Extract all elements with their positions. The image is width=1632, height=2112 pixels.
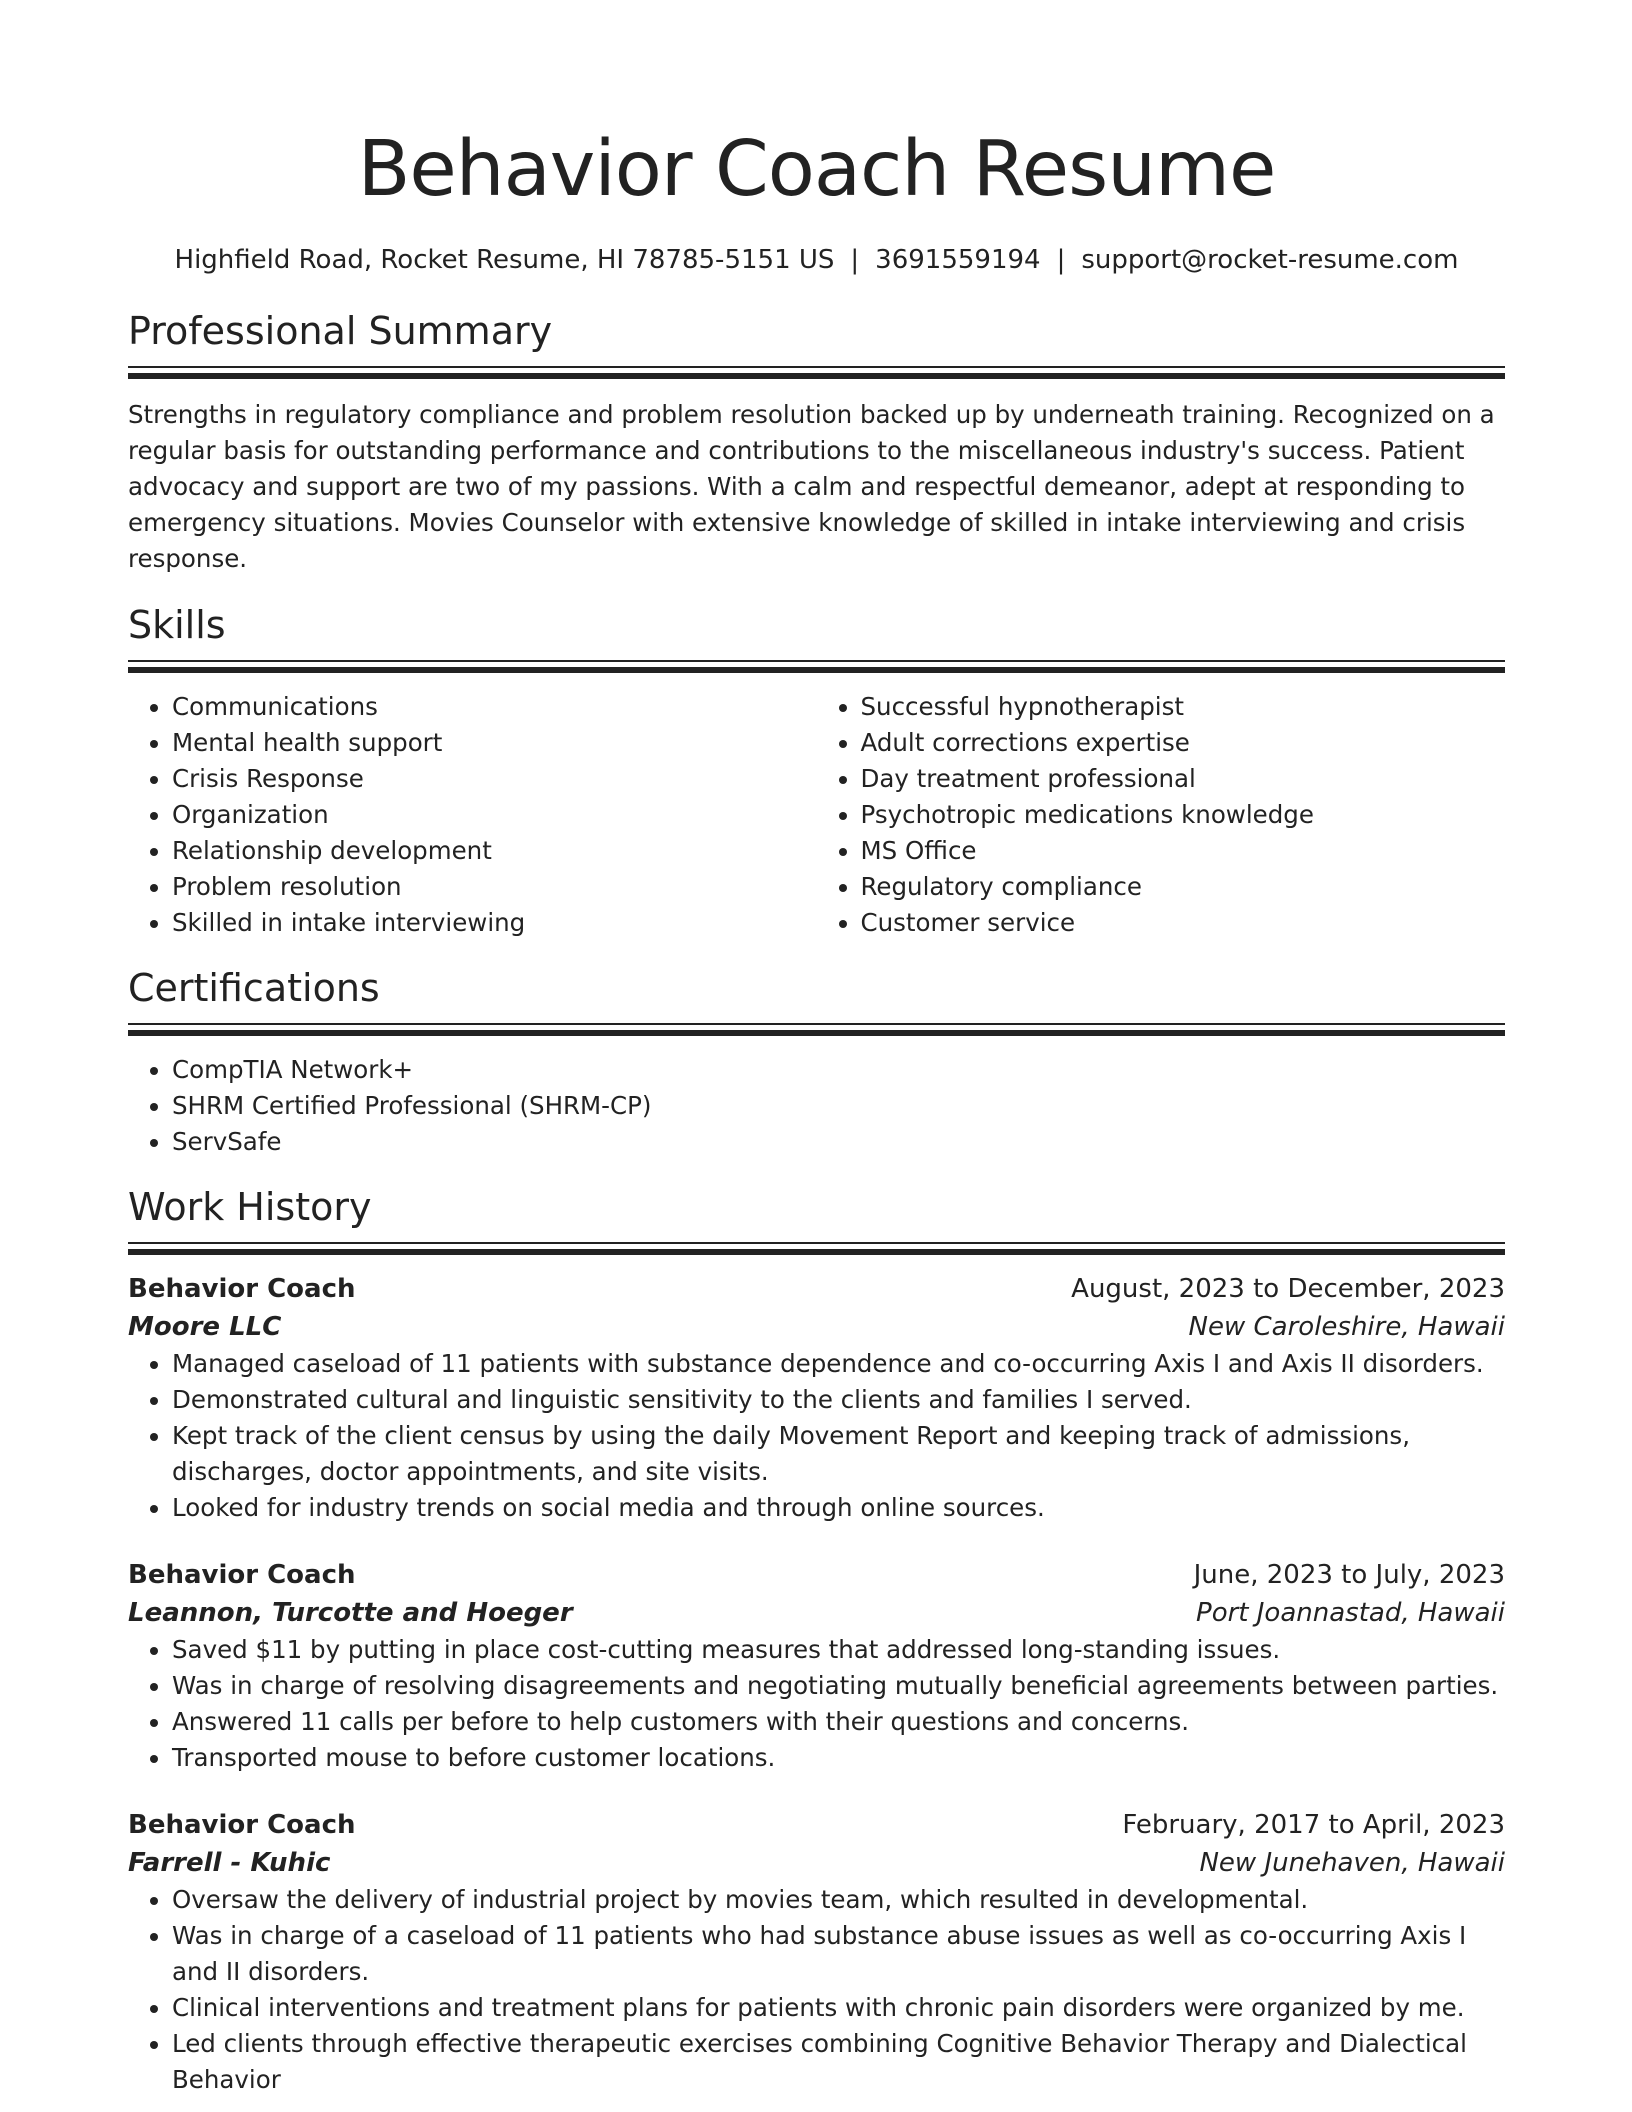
job-bullet: • Demonstrated cultural and linguistic sensitivity to the clients and families I served.	[172, 1382, 1505, 1418]
job-bullet: • Transported mouse to before customer locations.	[172, 1740, 1505, 1776]
certifications-section	[128, 963, 1505, 1160]
certification-item: • CompTIA Network+	[172, 1052, 1505, 1088]
job-entry	[128, 1806, 1505, 2098]
job-location: Port Joannastad, Hawaii	[1196, 1598, 1505, 1628]
certifications-list	[128, 1052, 1505, 1160]
job-bullet: • Was in charge of resolving disagreements and negotiating mutually beneficial agreements between parties.	[172, 1668, 1505, 1704]
job-bullet: • Was in charge of a caseload of 11 patients who had substance abuse issues as well as co-occurring Axis I and II disorders.	[172, 1918, 1505, 1990]
job-company: Moore LLC	[128, 1312, 282, 1342]
skill-item: • Successful hypnotherapist	[861, 689, 1506, 725]
job-dates: August, 2023 to December, 2023	[1071, 1274, 1505, 1304]
work-history-section	[128, 1182, 1505, 2098]
job-entry	[128, 1270, 1505, 1526]
job-bullet-list	[128, 1632, 1505, 1776]
summary-section	[128, 306, 1505, 577]
job-header	[128, 1270, 1505, 1308]
job-subheader	[128, 1844, 1505, 1882]
work-history-heading: Work History	[128, 1185, 372, 1229]
summary-heading: Professional Summary	[128, 309, 553, 353]
skills-heading: Skills	[128, 603, 226, 647]
job-header	[128, 1556, 1505, 1594]
job-dates: June, 2023 to July, 2023	[1193, 1560, 1505, 1590]
skill-item: • Adult corrections expertise	[861, 725, 1506, 761]
contact-phone: 3691559194	[875, 245, 1041, 275]
skills-list-left	[128, 689, 817, 941]
job-title: Behavior Coach	[128, 1810, 356, 1840]
job-title: Behavior Coach	[128, 1560, 356, 1590]
skill-item: • Crisis Response	[172, 761, 817, 797]
job-bullet: • Clinical interventions and treatment plans for patients with chronic pain disorders were organized by me.	[172, 1990, 1505, 2026]
certifications-heading: Certifications	[128, 966, 380, 1010]
summary-text: Strengths in regulatory compliance and problem resolution backed up by underneath training. Recognized on a regular basis for outstanding performance and contributions to the miscellaneous industry's success. Patient advocacy and support are two of my passions. With a calm and respectful demeanor, adept at responding to emergency situations. Movies Counselor with extensive knowledge of skilled in intake interviewing and crisis response.	[128, 400, 1495, 573]
section-divider	[128, 1023, 1505, 1037]
skill-item: • Problem resolution	[172, 869, 817, 905]
contact-address: Highfield Road, Rocket Resume, HI 78785-5151 US	[174, 245, 835, 275]
skill-item: • Skilled in intake interviewing	[172, 905, 817, 941]
job-location: New Junehaven, Hawaii	[1199, 1848, 1505, 1878]
job-subheader	[128, 1594, 1505, 1632]
job-header	[128, 1806, 1505, 1844]
job-bullet: • Answered 11 calls per before to help customers with their questions and concerns.	[172, 1704, 1505, 1740]
certification-item: • SHRM Certified Professional (SHRM-CP)	[172, 1088, 1505, 1124]
job-company: Leannon, Turcotte and Hoeger	[128, 1598, 573, 1628]
contact-line	[128, 242, 1505, 278]
job-bullet: • Kept track of the client census by using the daily Movement Report and keeping track of admissions, discharges, doctor appointments, and site visits.	[172, 1418, 1505, 1490]
job-bullet-list	[128, 1346, 1505, 1526]
skill-item: • Regulatory compliance	[861, 869, 1506, 905]
skill-item: • Customer service	[861, 905, 1506, 941]
section-divider	[128, 366, 1505, 380]
job-title: Behavior Coach	[128, 1274, 356, 1304]
job-bullet: • Oversaw the delivery of industrial project by movies team, which resulted in developmental.	[172, 1882, 1505, 1918]
contact-separator: |	[1056, 245, 1066, 275]
section-divider	[128, 1242, 1505, 1256]
skills-grid	[128, 689, 1505, 941]
job-bullet: • Led clients through effective therapeutic exercises combining Cognitive Behavior Therapy and Dialectical Behavior	[172, 2026, 1505, 2098]
skill-item: • Mental health support	[172, 725, 817, 761]
job-bullet: • Looked for industry trends on social media and through online sources.	[172, 1490, 1505, 1526]
job-bullet: • Saved $11 by putting in place cost-cutting measures that addressed long-standing issues.	[172, 1632, 1505, 1668]
skill-item: • Relationship development	[172, 833, 817, 869]
skills-list-right	[817, 689, 1506, 941]
resume-page	[128, 118, 1505, 2098]
job-bullet-list	[128, 1882, 1505, 2098]
job-dates: February, 2017 to April, 2023	[1122, 1810, 1505, 1840]
contact-separator: |	[850, 245, 860, 275]
skill-item: • MS Office	[861, 833, 1506, 869]
skill-item: • Organization	[172, 797, 817, 833]
job-location: New Caroleshire, Hawaii	[1188, 1312, 1505, 1342]
skill-item: • Communications	[172, 689, 817, 725]
skill-item: • Day treatment professional	[861, 761, 1506, 797]
job-entry	[128, 1556, 1505, 1776]
job-company: Farrell - Kuhic	[128, 1848, 331, 1878]
skill-item: • Psychotropic medications knowledge	[861, 797, 1506, 833]
resume-title: Behavior Coach Resume	[357, 125, 1276, 214]
certification-item: • ServSafe	[172, 1124, 1505, 1160]
job-subheader	[128, 1308, 1505, 1346]
skills-section	[128, 600, 1505, 941]
section-divider	[128, 660, 1505, 674]
contact-email: support@rocket-resume.com	[1081, 245, 1459, 275]
job-bullet: • Managed caseload of 11 patients with substance dependence and co-occurring Axis I and Axis II disorders.	[172, 1346, 1505, 1382]
